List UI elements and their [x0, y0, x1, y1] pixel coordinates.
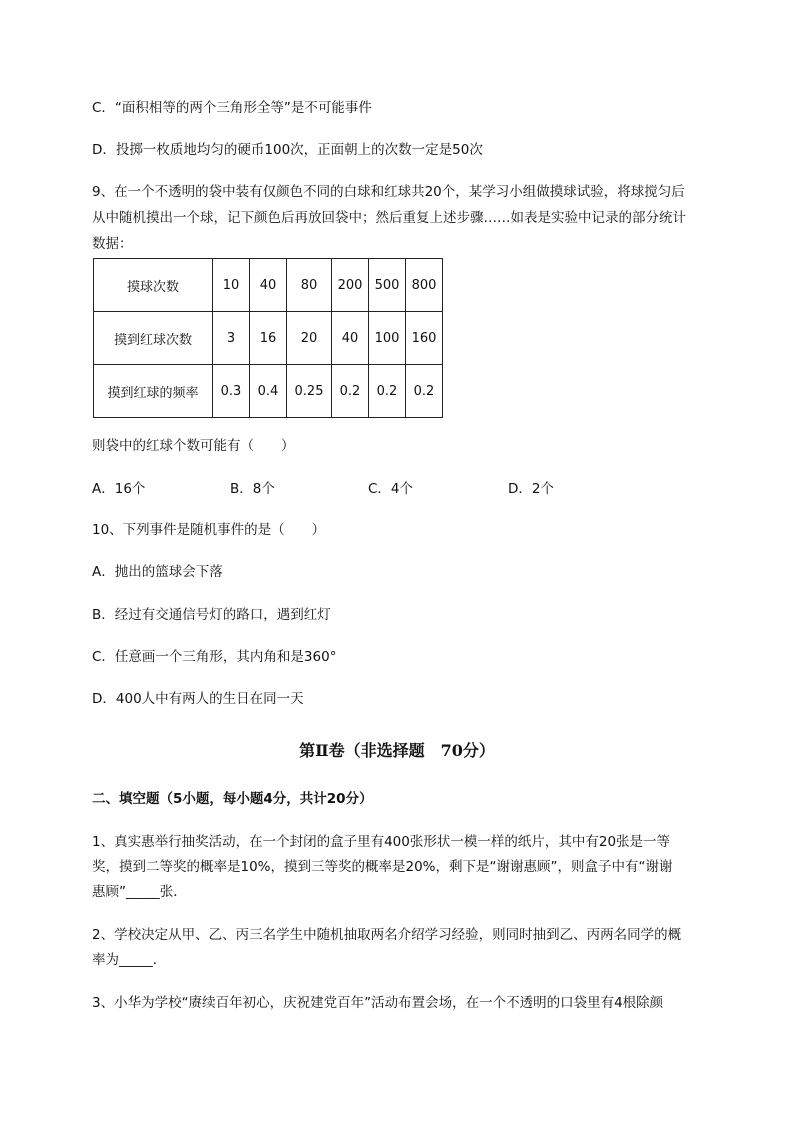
question-10-option-a: A．抛出的篮球会下落 — [92, 564, 223, 580]
table-cell: 0.2 — [406, 365, 443, 418]
question-10-option-d: D．400人中有两人的生日在同一天 — [92, 691, 304, 707]
table-cell: 0.3 — [213, 365, 250, 418]
question-8-option-d: D．投掷一枚质地均匀的硬币100次，正面朝上的次数一定是50次 — [92, 142, 483, 158]
question-9-options — [92, 479, 554, 499]
fill-question-1-line-2: 奖，摸到二等奖的概率是10%，摸到三等奖的概率是20%，剩下是“谢谢惠顾”，则盒子中有“谢谢 — [92, 859, 673, 875]
experiment-data-table — [93, 258, 443, 418]
table-row — [94, 365, 443, 418]
fill-question-1-line-3: 惠顾”_____张． — [92, 884, 187, 900]
table-cell: 160 — [406, 312, 443, 365]
table-row-label: 摸球次数 — [94, 259, 213, 312]
question-10-option-b: B．经过有交通信号灯的路口，遇到红灯 — [92, 607, 331, 623]
part-2-title: 第Ⅱ卷（非选择题 70分） — [299, 741, 495, 760]
table-row — [94, 312, 443, 365]
table-cell: 16 — [250, 312, 287, 365]
option-b: B．8个 — [230, 481, 275, 497]
table-cell: 0.2 — [369, 365, 406, 418]
option-a: A．16个 — [92, 481, 146, 497]
table-cell: 100 — [369, 312, 406, 365]
table-cell: 40 — [332, 312, 369, 365]
question-9-stem-line-2: 从中随机摸出一个球，记下颜色后再放回袋中；然后重复上述步骤……如表是实验中记录的部分统计 — [92, 210, 686, 226]
table-cell: 3 — [213, 312, 250, 365]
table-cell: 20 — [287, 312, 332, 365]
fill-question-2-line-2: 率为_____． — [92, 952, 167, 968]
table-cell: 0.25 — [287, 365, 332, 418]
option-c: C．4个 — [368, 481, 414, 497]
question-9-stem-line-1: 9、在一个不透明的袋中装有仅颜色不同的白球和红球共20个，某学习小组做摸球试验，将球搅匀后 — [92, 184, 685, 200]
question-9-question: 则袋中的红球个数可能有（ ） — [92, 438, 295, 454]
question-10-option-c: C．任意画一个三角形，其内角和是360° — [92, 649, 337, 665]
table-row — [94, 259, 443, 312]
table-cell: 200 — [332, 259, 369, 312]
table-cell: 0.2 — [332, 365, 369, 418]
table-row-label: 摸到红球次数 — [94, 312, 213, 365]
option-d: D．2个 — [508, 481, 554, 497]
fill-in-section-heading: 二、填空题（5小题，每小题4分，共计20分） — [92, 791, 373, 807]
table-cell: 0.4 — [250, 365, 287, 418]
question-8-option-c: C．“面积相等的两个三角形全等”是不可能事件 — [92, 100, 372, 116]
table-cell: 80 — [287, 259, 332, 312]
fill-question-2-line-1: 2、学校决定从甲、乙、丙三名学生中随机抽取两名介绍学习经验，则同时抽到乙、丙两名同学的概 — [92, 927, 682, 943]
question-9-stem-line-3: 数据： — [92, 236, 133, 252]
table-cell: 40 — [250, 259, 287, 312]
fill-question-1-line-1: 1、真实惠举行抽奖活动，在一个封闭的盒子里有400张形状一模一样的纸片，其中有20张是一等 — [92, 834, 671, 850]
table-cell: 500 — [369, 259, 406, 312]
table-row-label: 摸到红球的频率 — [94, 365, 213, 418]
fill-question-3-line-1: 3、小华为学校“赓续百年初心，庆祝建党百年”活动布置会场，在一个不透明的口袋里有4根除颜 — [92, 995, 664, 1011]
table-cell: 10 — [213, 259, 250, 312]
table-cell: 800 — [406, 259, 443, 312]
question-10-stem: 10、下列事件是随机事件的是（ ） — [92, 522, 326, 538]
